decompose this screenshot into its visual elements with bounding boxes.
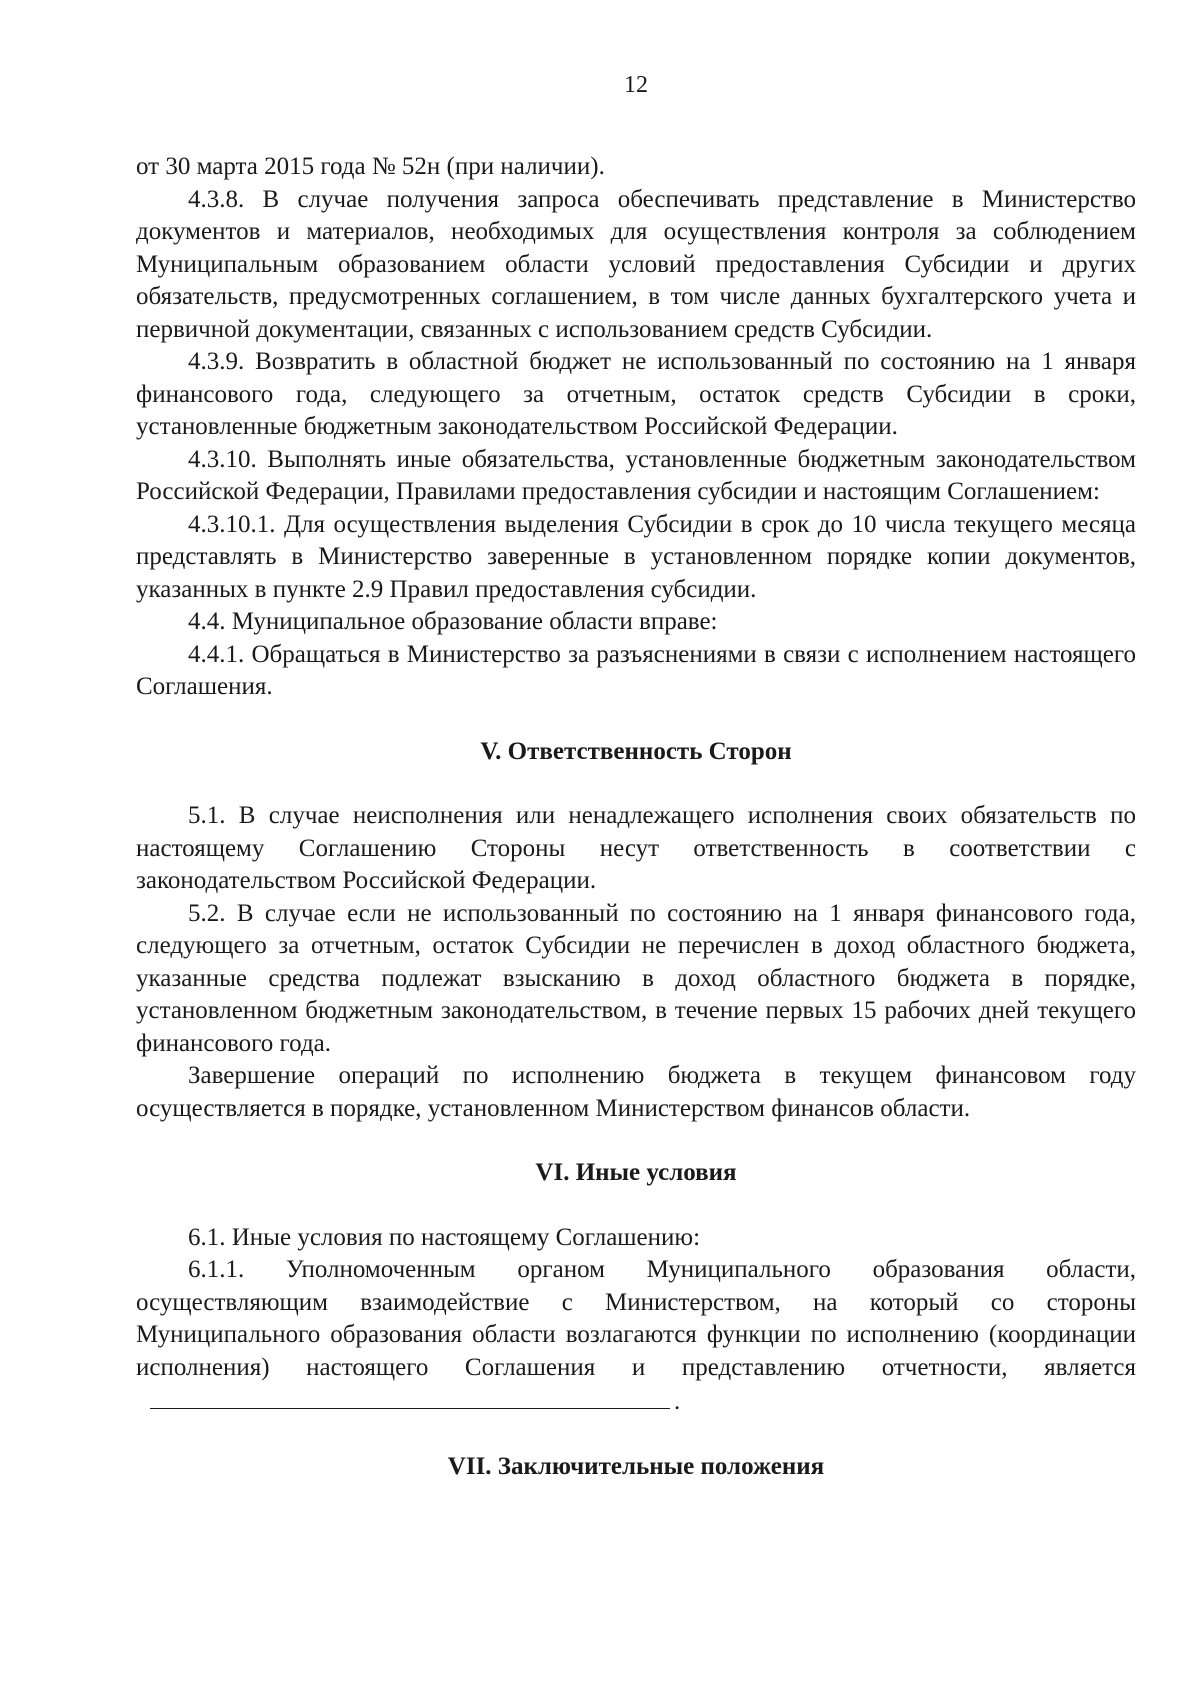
paragraph-4-3-10: 4.3.10. Выполнять иные обязательства, установленные бюджетным законодательством Российской Федерации, Правилами предоставления субсидии и настоящим Соглашением:	[136, 445, 1136, 505]
paragraph-5-2: 5.2. В случае если не использованный по состоянию на 1 января финансового года, следующего за отчетным, остаток Субсидии не перечислен в доход областного бюджета, указанные средства подлежат взысканию в доход областного бюджета в порядке, установленном бюджетным законодательством, в течение первых 15 рабочих дней текущего финансового года.	[136, 899, 1136, 1057]
paragraph-4-3-10-1: 4.3.10.1. Для осуществления выделения Субсидии в срок до 10 числа текущего месяца представлять в Министерство заверенные в установленном порядке копии документов, указанных в пункте 2.9 Правил предоставления субсидии.	[136, 510, 1136, 603]
paragraph-6-1-1-text: 6.1.1. Уполномоченным органом Муниципального образования области, осуществляющим взаимодействие с Министерством, на который со стороны Муниципального образования области возлагаются функции по исполнению (координации исполнения) настоящего Соглашения и представлению отчетности, является	[136, 1256, 1136, 1381]
paragraph-6-1-1-end: .	[674, 1388, 681, 1415]
section-heading-7: VII. Заключительные положения	[447, 1452, 825, 1480]
paragraph-5-1: 5.1. В случае неисполнения или ненадлежащего исполнения своих обязательств по настоящему Соглашению Стороны несут ответственность в соответствии с законодательством Российской Федерации.	[136, 802, 1136, 894]
paragraph-intro: от 30 марта 2015 года № 52н (при наличии).	[136, 153, 605, 180]
section-heading-6: VI. Иные условия	[535, 1159, 737, 1186]
paragraph-4-3-9: 4.3.9. Возвратить в областной бюджет не использованный по состоянию на 1 января финансового года, следующего за отчетным, остаток средств Субсидии в сроки, установленные бюджетным законодательством Российской Федерации.	[136, 348, 1136, 440]
fill-in-blank-line[interactable]	[150, 1384, 670, 1409]
paragraph-4-4: 4.4. Муниципальное образование области вправе:	[188, 608, 718, 635]
page-number: 12	[624, 72, 648, 98]
paragraph-5-2-continuation: Завершение операций по исполнению бюджета в текущем финансовом году осуществляется в порядке, установленном Министерством финансов области.	[136, 1062, 1136, 1122]
paragraph-4-3-8: 4.3.8. В случае получения запроса обеспечивать представление в Министерство документов и материалов, необходимых для осуществления контроля за соблюдением Муниципальным образованием области условий предоставления Субсидии и других обязательств, предусмотренных соглашением, в том числе данных бухгалтерского учета и первичной документации, связанных с использованием средств Субсидии.	[136, 185, 1136, 343]
paragraph-6-1-1	[136, 1254, 1136, 1419]
paragraph-6-1: 6.1. Иные условия по настоящему Соглашению:	[188, 1223, 701, 1251]
section-heading-5: V. Ответственность Сторон	[480, 737, 792, 765]
paragraph-4-4-1: 4.4.1. Обращаться в Министерство за разъяснениями в связи с исполнением настоящего Соглашения.	[136, 640, 1136, 700]
